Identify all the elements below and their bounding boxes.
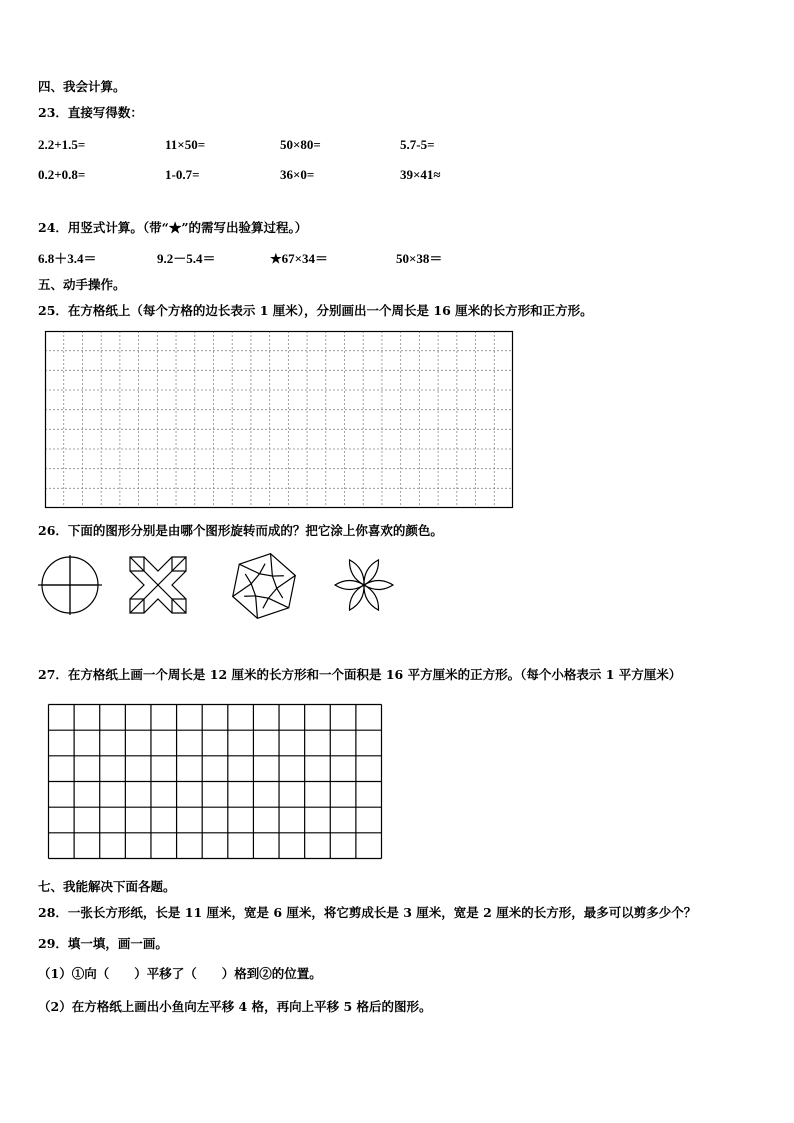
calc-item: 2.2+1.5= [38,137,86,152]
calc-item: 1-0.7= [165,167,200,182]
question-29-title: 29．填一填，画一画。 [38,936,168,951]
calc-item: 5.7-5= [400,137,435,152]
section-5-heading: 五、动手操作。 [38,277,126,292]
vertical-calc-item: 6.8＋3.4＝ [38,251,97,266]
rotated-hexagon-figure [228,550,300,622]
vertical-calc-item: 9.2－5.4＝ [157,251,216,266]
question-29-part-1: （1）①向（ ）平移了（ ）格到②的位置。 [38,966,322,981]
question-27-title: 27．在方格纸上画一个周长是 12 厘米的长方形和一个面积是 16 平方厘米的正方形。（每个小格表示 1 平方厘米） [38,667,682,682]
vertical-calc-item: ★67×34＝ [270,251,329,266]
question-25-title: 25．在方格纸上（每个方格的边长表示 1 厘米），分别画出一个周长是 16 厘米的长方形和正方形。 [38,303,593,318]
cross-arrow-figure [130,557,186,613]
vertical-calc-item: 50×38＝ [396,251,443,266]
section-7-heading: 七、我能解决下面各题。 [38,879,176,894]
calc-item: 39×41≈ [400,167,441,182]
calc-item: 36×0= [280,167,315,182]
flower-figure [330,554,398,616]
question-24-title: 24．用竖式计算。（带“★”的需写出验算过程。） [38,220,308,235]
square-grid-paper [48,704,382,859]
calc-item: 0.2+0.8= [38,167,86,182]
section-4-heading: 四、我会计算。 [38,79,126,94]
question-28-title: 28．一张长方形纸，长是 11 厘米，宽是 6 厘米，将它剪成长是 3 厘米，宽是 2 厘米的长方形，最多可以剪多少个？ [38,905,697,920]
calc-item: 50×80= [280,137,321,152]
dotted-grid-paper [45,331,513,508]
pinwheel-figure [38,555,104,615]
calc-item: 11×50= [165,137,206,152]
question-26-title: 26．下面的图形分别是由哪个图形旋转而成的？把它涂上你喜欢的颜色。 [38,523,443,538]
question-29-part-2: （2）在方格纸上画出小鱼向左平移 4 格，再向上平移 5 格后的图形。 [38,999,432,1014]
question-23-title: 23．直接写得数： [38,105,143,120]
